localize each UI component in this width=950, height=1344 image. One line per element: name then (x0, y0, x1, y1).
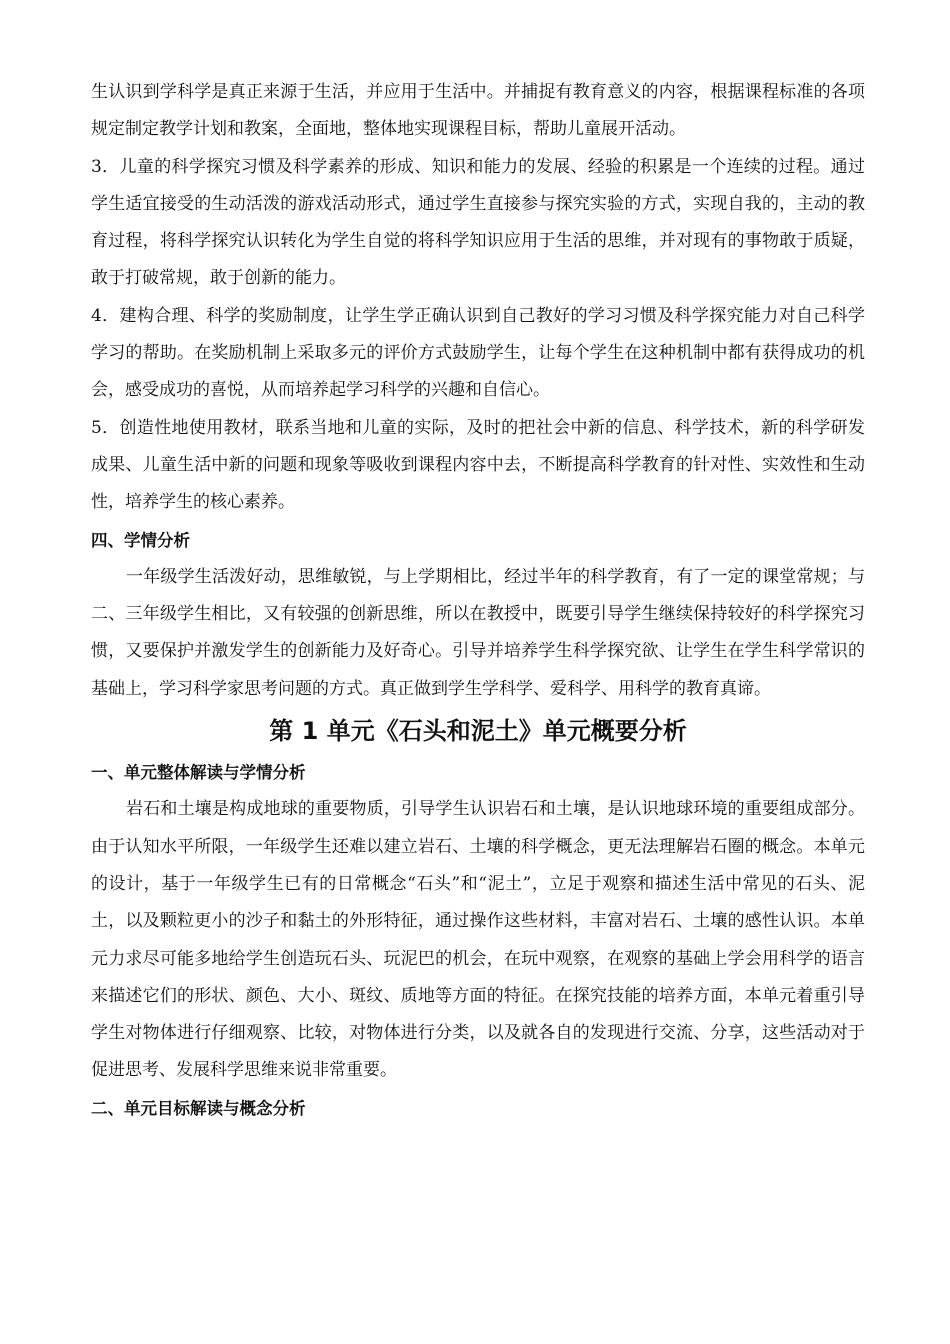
paragraph-unit-overview: 岩石和土壤是构成地球的重要物质，引导学生认识岩石和土壤，是认识地球环境的重要组成部分。由于认知水平所限，一年级学生还难以建立岩石、土壤的科学概念，更无法理解岩石圈的概念。本单元的设计，基于一年级学生已有的日常概念“石头”和“泥土”，立足于观察和描述生活中常见的石头、泥土，以及颗粒更小的沙子和黏土的外形特征，通过操作这些材料，丰富对岩石、土壤的感性认识。本单元力求尽可能多地给学生创造玩石头、玩泥巴的机会，在玩中观察，在观察的基础上学会用科学的语言来描述它们的形状、颜色、大小、斑纹、质地等方面的特征。在探究技能的培养方面，本单元着重引导学生对物体进行仔细观察、比较，对物体进行分类，以及就各自的发现进行交流、分享，这些活动对于促进思考、发展科学思维来说非常重要。 (91, 799, 865, 1081)
unit-title: 第 1 单元《石头和泥土》单元概要分析 (269, 717, 687, 746)
section-heading-learning-analysis: 四、学情分析 (91, 530, 190, 550)
paragraph-continuation: 生认识到学科学是真正来源于生活，并应用于生活中。并捕捉有教育意义的内容，根据课程标准的各项规定制定教学计划和教案，全面地，整体地实现课程目标，帮助儿童展开活动。 (91, 82, 865, 140)
paragraph-item-3: 3．儿童的科学探究习惯及科学素养的形成、知识和能力的发展、经验的积累是一个连续的过程。通过学生适宜接受的生动活泼的游戏活动形式，通过学生直接参与探究实验的方式，实现自我的，主动的教育过程，将科学探究认识转化为学生自觉的将科学知识应用于生活的思维，并对现有的事物敢于质疑，敢于打破常规，敢于创新的能力。 (91, 156, 865, 289)
section-heading-unit-goals: 二、单元目标解读与概念分析 (91, 1098, 306, 1118)
paragraph-learning-analysis: 一年级学生活泼好动，思维敏锐，与上学期相比，经过半年的科学教育，有了一定的课堂常规；与二、三年级学生相比，又有较强的创新思维，所以在教授中，既要引导学生继续保持较好的科学探究习惯，又要保护并激发学生的创新能力及好奇心。引导并培养学生科学探究欲、让学生在学生科学常识的基础上，学习科学家思考问题的方式。真正做到学生学科学、爱科学、用科学的教育真谛。 (91, 566, 865, 699)
paragraph-item-5: 5．创造性地使用教材，联系当地和儿童的实际，及时的把社会中新的信息、科学技术，新的科学研发成果、儿童生活中新的问题和现象等吸收到课程内容中去，不断提高科学教育的针对性、实效性和生动性，培养学生的核心素养。 (91, 417, 865, 513)
paragraph-item-4: 4．建构合理、科学的奖励制度，让学生学正确认识到自己教好的学习习惯及科学探究能力对自己科学学习的帮助。在奖励机制上采取多元的评价方式鼓励学生，让每个学生在这种机制中都有获得成功的机会，感受成功的喜悦，从而培养起学习科学的兴趣和自信心。 (91, 305, 865, 401)
section-heading-unit-overview: 一、单元整体解读与学情分析 (91, 763, 306, 783)
document-body (91, 74, 865, 1127)
